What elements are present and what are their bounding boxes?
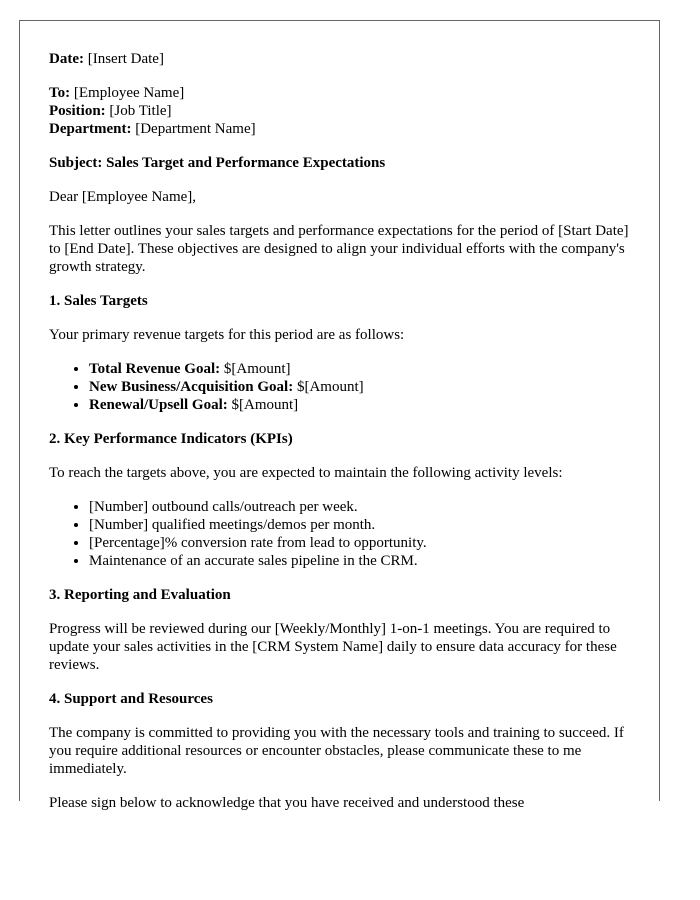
position-value: [Job Title] <box>109 103 172 119</box>
subject-line: Subject: Sales Target and Performance Expectations <box>49 155 386 171</box>
kpis-list <box>49 498 639 570</box>
date-label: Date: <box>49 51 84 67</box>
reporting-paragraph: Progress will be reviewed during our [Weekly/Monthly] 1-on-1 meetings. You are required to update your sales activities in the [CRM System Name] daily to ensure data accuracy for these reviews. <box>49 621 617 673</box>
letter-page <box>19 20 660 811</box>
recipient-block <box>49 84 639 138</box>
list-item: • [Percentage]% conversion rate from lead to opportunity. <box>89 534 639 552</box>
list-item <box>89 396 639 414</box>
list-item: • [Number] qualified meetings/demos per month. <box>89 516 639 534</box>
sales-targets-list <box>49 360 639 414</box>
closing-paragraph-partial: Please sign below to acknowledge that you have received and understood these <box>49 795 525 811</box>
target-label: Total Revenue Goal: <box>89 361 221 377</box>
date-line <box>49 50 639 68</box>
list-item: • [Number] outbound calls/outreach per week. <box>89 498 639 516</box>
intro-paragraph: This letter outlines your sales targets and performance expectations for the period of [Start Date] to [End Date]. These objectives are designed to align your individual efforts with the company's growth strategy. <box>49 223 629 275</box>
position-label: Position: <box>49 103 106 119</box>
list-item <box>89 378 639 396</box>
letter-body <box>49 50 639 812</box>
to-label: To: <box>49 85 71 101</box>
to-value: [Employee Name] <box>73 85 185 101</box>
section-heading-kpis: 2. Key Performance Indicators (KPIs) <box>49 431 293 447</box>
target-value: $[Amount] <box>223 361 291 377</box>
date-block <box>49 50 639 68</box>
to-line <box>49 84 639 102</box>
target-value: $[Amount] <box>231 397 299 413</box>
support-paragraph: The company is committed to providing you with the necessary tools and training to succeed. If you require additional resources or encounter obstacles, please communicate these to me immediately. <box>49 725 624 777</box>
list-item: • Maintenance of an accurate sales pipeline in the CRM. <box>89 552 639 570</box>
target-label: New Business/Acquisition Goal: <box>89 379 294 395</box>
greeting: Dear [Employee Name], <box>49 189 197 205</box>
department-label: Department: <box>49 121 132 137</box>
section-heading-support: 4. Support and Resources <box>49 691 213 707</box>
section-heading-reporting: 3. Reporting and Evaluation <box>49 587 231 603</box>
department-line <box>49 120 639 138</box>
date-value: [Insert Date] <box>87 51 164 67</box>
sales-targets-intro: Your primary revenue targets for this period are as follows: <box>49 327 405 343</box>
section-heading-sales-targets: 1. Sales Targets <box>49 293 148 309</box>
department-value: [Department Name] <box>135 121 256 137</box>
list-item <box>89 360 639 378</box>
kpis-intro: To reach the targets above, you are expected to maintain the following activity levels: <box>49 465 563 481</box>
target-value: $[Amount] <box>296 379 364 395</box>
target-label: Renewal/Upsell Goal: <box>89 397 228 413</box>
position-line <box>49 102 639 120</box>
